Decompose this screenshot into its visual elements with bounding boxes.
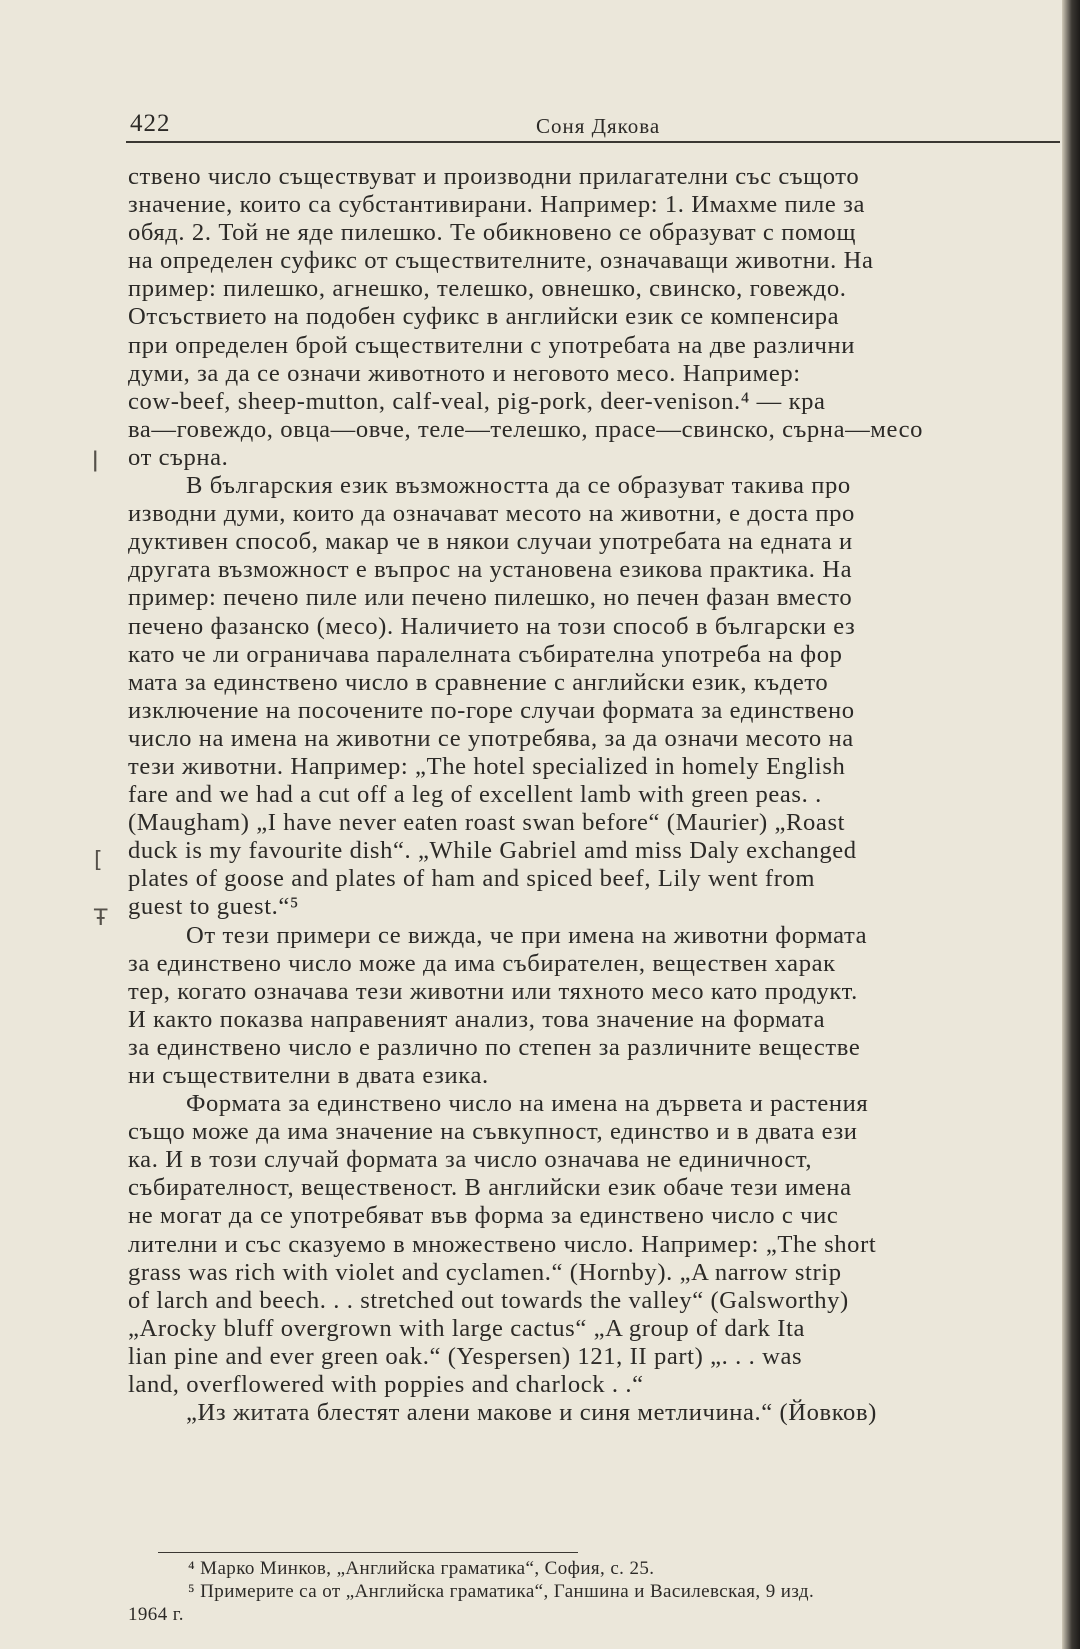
paragraph-start-line: В българския език възможността да се образуват такива про (186, 472, 851, 500)
header-rule (126, 141, 1060, 143)
text-line: fare and we had a cut off a leg of excellent lamb with green peas. . (128, 781, 822, 809)
body-text (128, 163, 1068, 1427)
text-line: пример: печено пиле или печено пилешко, но печен фазан вместо (128, 584, 853, 612)
text-line: тези животни. Например: „The hotel specialized in homely English (128, 752, 846, 780)
text-line: ствено число съществуват и производни прилагателни със същото (128, 163, 860, 190)
paragraph-start-line: Формата за единствено число на имена на дървета и растения (186, 1090, 869, 1118)
text-line: другата възможност е въпрос на установена езикова практика. На (128, 556, 853, 584)
text-line: Отсъствието на подобен суфикс в английски език се компенсира (128, 303, 840, 331)
text-line: изводни думи, които да означават месото на животни, е доста про (128, 500, 855, 528)
text-line: ни съществителни в двата езика. (128, 1062, 489, 1089)
text-line: също може да има значение на съвкупност, единство и в двата ези (128, 1118, 858, 1146)
paragraph-start-line: От тези примери се вижда, че при имена на животни формата (186, 921, 868, 949)
margin-mark: Ŧ (94, 906, 108, 931)
paragraph-start-line: „Из житата блестят алени макове и синя метличина.“ (Йовков) (186, 1399, 877, 1427)
page-number: 422 (130, 110, 171, 137)
footnote-5: ⁵ Примерите са от „Английска граматика“, Ганшина и Василевская, 9 изд. (188, 1581, 815, 1602)
text-line: мата за единствено число в сравнение с английски език, където (128, 668, 829, 696)
footnote-5-continuation: 1964 г. (128, 1604, 184, 1625)
text-line: за единствено число е различно по степен за различните веществе (128, 1033, 861, 1061)
text-line: като че ли ограничава паралелната събирателна употреба на фор (128, 640, 843, 668)
text-line: ка. И в този случай формата за число означава не единичност, (128, 1146, 813, 1174)
margin-mark: ǀ (92, 448, 99, 473)
text-line: обяд. 2. Той не яде пилешко. Те обикновено се образуват с помощ (128, 219, 856, 247)
text-line: тер, когато означава тези животни или тяхното месо като продукт. (128, 977, 858, 1005)
text-line: plates of goose and plates of ham and spiced beef, Lily went from (128, 865, 816, 893)
text-line: думи, за да се означи животното и неговото месо. Например: (128, 359, 801, 387)
text-line: guest to guest.“⁵ (128, 893, 300, 921)
text-line: събирателност, вещественост. В английски език обаче тези имена (128, 1174, 852, 1202)
text-line: лителни и със сказуемо в множествено число. Например: „The short (128, 1230, 877, 1258)
text-line: ва—говеждо, овца—овче, теле—телешко, прасе—свинско, сърна—месо (128, 415, 923, 443)
text-line: от сърна. (128, 443, 229, 471)
text-line: duck is my favourite dish“. „While Gabriel amd miss Daly exchanged (128, 837, 857, 865)
text-line: значение, които са субстантивирани. Например: 1. Имахме пиле за (128, 191, 865, 219)
text-line: печено фазанско (месо). Наличието на този способ в български ез (128, 612, 856, 640)
text-line: пример: пилешко, агнешко, телешко, овнешко, свинско, говеждо. (128, 275, 847, 303)
text-line: при определен брой съществителни с употребата на две различни (128, 331, 855, 359)
text-line: дуктивен способ, макар че в някои случаи употребата на едната и (128, 528, 853, 556)
footnote-4: ⁴ Марко Минков, „Английска граматика“, София, с. 25. (188, 1558, 655, 1579)
text-line: (Maugham) „I have never eaten roast swan before“ (Maurier) „Roast (128, 809, 846, 837)
text-line: of larch and beech. . . stretched out towards the valley“ (Galsworthy) (128, 1286, 849, 1314)
text-line: land, overflowered with poppies and charlock . .“ (128, 1371, 644, 1399)
text-line: за единствено число може да има събирателен, веществен харак (128, 949, 836, 977)
text-line: lian pine and ever green oak.“ (Yespersen) 121, II part) „. . . was (128, 1342, 803, 1370)
text-line: изключение на посочените по-горе случаи формата за единствено (128, 696, 855, 724)
footnotes (128, 1557, 1058, 1626)
text-line: не могат да се употребяват във форма за единствено число с чис (128, 1202, 839, 1230)
text-line: „Arocky bluff overgrown with large cactus“ „A group of dark Ita (128, 1314, 806, 1342)
footnote-rule (158, 1552, 578, 1553)
text-line: И както показва направеният анализ, това значение на формата (128, 1005, 826, 1033)
text-line: число на имена на животни се употребява, за да означи месото на (128, 724, 854, 752)
margin-mark: [ (94, 848, 103, 873)
text-line: grass was rich with violet and cyclamen.“ (Hornby). „A narrow strip (128, 1258, 842, 1286)
running-title: Соня Дякова (536, 114, 661, 138)
text-line: cow-beef, sheep-mutton, calf-veal, pig-pork, deer-venison.⁴ — кра (128, 387, 826, 415)
page-header (126, 100, 1056, 140)
text-line: на определен суфикс от съществителните, означаващи животни. На (128, 247, 874, 275)
